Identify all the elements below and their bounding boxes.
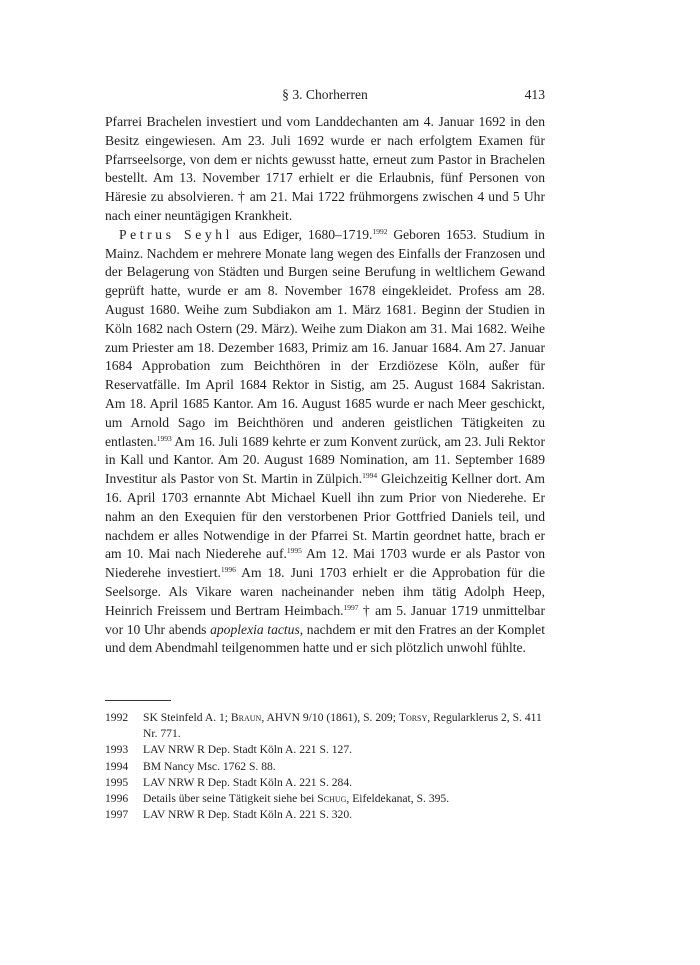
text-segment: Am 16. Juli 1689 kehrte er zum Konvent zurück, am 23. Juli Rektor in Kall und Kantor. Am 20. August 1689 Nomination, am 11. September 1689 Investitur als Pastor von St. Martin in Zülpich. bbox=[105, 433, 545, 487]
footnote-ref-1993[interactable]: 1993 bbox=[156, 433, 172, 443]
footnote-text bbox=[143, 791, 545, 807]
footnote-text: LAV NRW R Dep. Stadt Köln A. 221 S. 127. bbox=[143, 743, 353, 757]
author-name: Schug bbox=[317, 792, 347, 806]
text-segment: Am 18. Juni 1703 erhielt er die Approbation für die Seelsorge. Als Vikare waren nacheinander neben ihm tätig Adolph Heep, Heinrich Freissem und Bertram Heimbach. bbox=[105, 565, 545, 618]
footnote-number: 1997 bbox=[105, 808, 129, 822]
footnote-text-segment: , AHVN 9/10 (1861), S. 209; bbox=[261, 711, 399, 724]
text-segment: aus Ediger, 1680–1719. bbox=[233, 226, 373, 242]
footnote-text-segment: SK Steinfeld A. 1; bbox=[143, 711, 231, 724]
footnote-text bbox=[143, 710, 545, 742]
running-head bbox=[105, 87, 545, 103]
footnote-ref-1995[interactable]: 1995 bbox=[286, 546, 302, 556]
footnotes bbox=[105, 710, 545, 823]
footnote-ref-1996[interactable]: 1996 bbox=[220, 565, 236, 575]
paragraph-petrus-seyhl bbox=[105, 226, 545, 658]
footnote-text: BM Nancy Msc. 1762 S. 88. bbox=[143, 759, 276, 773]
author-name: Torsy bbox=[398, 711, 428, 724]
author-name: Braun bbox=[230, 711, 262, 724]
text-segment: Geboren 1653. Studium in Mainz. Nachdem er mehrere Monate lang wegen des Einfalls der Franzosen und der Belagerung von Städten und Burgen seine Berufung in weltlichem Gewand geprüft hatte, wurde er am 8. November 1678 eingekleidet. Profess am 28. August 1680. Weihe zum Subdiakon am 1. März 1681. Beginn der Studien in Köln 1682 nach Ostern (29. März). Weihe zum Diakon am 31. Mai 1682. Weihe zum Priester am 18. Dezember 1683, Primiz am 16. Januar 1684. Am 27. Januar 1684 Approbation zum Beichthören in der Erzdiözese Köln, außer für Reservatfälle. Im April 1684 Rektor in Sistig, am 25. August 1684 Sakristan. Am 18. April 1685 Kantor. Am 16. August 1685 wurde er nach Meer geschickt, um Arnold Sago im Beichthören und anderen geistlichen Tätigkeiten zu entlasten. bbox=[105, 226, 545, 449]
text-segment: Am 12. Mai 1703 wurde er als Pastor von Niederehe investiert. bbox=[105, 546, 545, 581]
person-name: Petrus Seyhl bbox=[119, 226, 234, 242]
footnote-number: 1995 bbox=[105, 775, 129, 789]
paragraph-continuation: Pfarrei Brachelen investiert und vom Landdechanten am 4. Januar 1692 in den Besitz eingewiesen. Am 23. Juli 1692 wurde er nach erfolgtem Examen für Pfarrseelsorge, von dem er nichts gewusst hatte, erneut zum Pastor in Brachelen bestellt. Am 13. November 1717 erhielt er die Erlaubnis, fünf Personen von Häresie zu absolvieren. † am 21. Mai 1722 frühmorgens zwischen 4 und 5 Uhr nach einer neuntägigen Krankheit. bbox=[105, 114, 545, 223]
footnote-text-segment: Details über seine Tätigkeit siehe bei bbox=[143, 792, 318, 806]
footnote-number: 1992 bbox=[105, 711, 129, 724]
text-segment: , nachdem er mit den Fratres an der Komplet und dem Abendmahl teilgenommen hatte und er sich plötzlich unwohl fühlte. bbox=[105, 621, 545, 656]
footnote-text: LAV NRW R Dep. Stadt Köln A. 221 S. 284. bbox=[143, 775, 353, 789]
text-segment: Gleichzeitig Kellner dort. Am 16. April 1703 ernannte Abt Michael Kuell ihn zum Prior von Niederehe. Er nahm an den Exequien für den verstorbenen Prior Gottfried Daniels teil, und nachdem er alles Notwendige in der Pfarrei St. Martin geordnet hatte, brach er am 10. Mai nach Niederehe auf. bbox=[105, 471, 545, 562]
page-number: 413 bbox=[524, 87, 545, 102]
footnote-number: 1994 bbox=[105, 759, 129, 773]
footnote-1994 bbox=[105, 759, 545, 775]
footnote-number: 1993 bbox=[105, 743, 129, 757]
footnote-text: LAV NRW R Dep. Stadt Köln A. 221 S. 320. bbox=[143, 808, 353, 822]
footnote-separator bbox=[105, 700, 171, 701]
footnote-ref-1997[interactable]: 1997 bbox=[343, 602, 359, 612]
main-text bbox=[105, 113, 545, 658]
text-segment: † am 5. Januar 1719 unmittelbar vor 10 Uhr abends bbox=[105, 602, 545, 637]
footnote-number: 1996 bbox=[105, 792, 129, 806]
footnote-1992 bbox=[105, 710, 545, 742]
footnote-text-segment: , Eifeldekanat, S. 395. bbox=[346, 792, 450, 806]
footnote-1993 bbox=[105, 742, 545, 758]
footnote-text-segment: , Regularklerus 2, S. 411 Nr. 771. bbox=[143, 711, 542, 741]
footnote-1995 bbox=[105, 775, 545, 791]
footnote-ref-1992[interactable]: 1992 bbox=[372, 226, 388, 236]
footnote-1997 bbox=[105, 807, 545, 823]
latin-phrase: apoplexia tactus bbox=[210, 621, 300, 637]
footnote-1996 bbox=[105, 791, 545, 807]
footnote-ref-1994[interactable]: 1994 bbox=[362, 471, 378, 481]
running-head-title: § 3. Chorherren bbox=[282, 87, 368, 102]
